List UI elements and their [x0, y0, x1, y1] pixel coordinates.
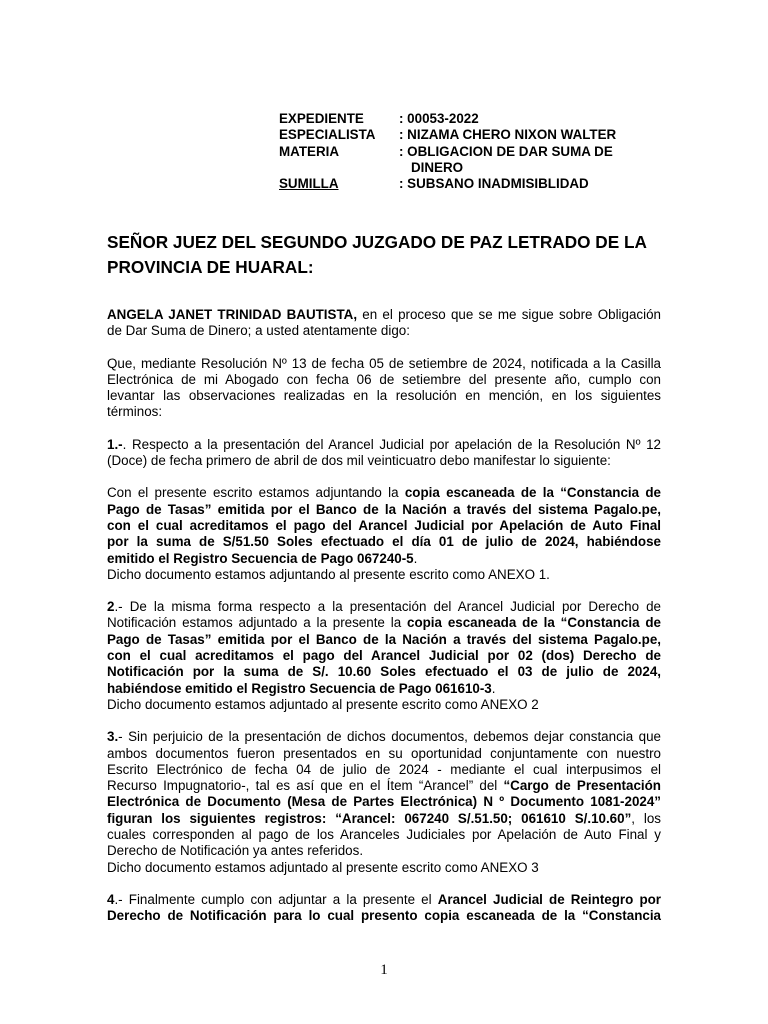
especialista-row — [279, 127, 616, 143]
point-4-number: 4 — [107, 891, 115, 907]
sumilla-row — [279, 176, 616, 192]
case-header — [279, 111, 616, 192]
intro-paragraph: ANGELA JANET TRINIDAD BAUTISTA, en el proceso que se me sigue sobre Obligación de Dar Suma de Dinero; a usted atentamente digo: — [107, 307, 661, 339]
que-paragraph: Que, mediante Resolución Nº 13 de fecha 05 de setiembre de 2024, notificada a la Casilla Electrónica de mi Abogado con fecha 06 de setiembre del presente año, cumplo con levantar las observaciones realizadas en la resolución en mención, en los siguientes términos: — [107, 355, 661, 420]
especialista-label: ESPECIALISTA — [279, 127, 376, 143]
expediente-value: : 00053-2022 — [399, 111, 479, 126]
materia-value-cont: DINERO — [411, 159, 464, 175]
materia-row — [279, 144, 616, 160]
expediente-label: EXPEDIENTE — [279, 111, 364, 126]
page-number: 1 — [380, 962, 388, 978]
point-3-number: 3. — [107, 729, 119, 745]
point-1-number: 1.- — [107, 436, 123, 452]
title-line-2: PROVINCIA DE HUARAL: — [107, 257, 314, 277]
point-1-paragraph: 1.-. Respecto a la presentación del Arancel Judicial por apelación de la Resolución Nº 12 (Doce) de fecha primero de abril de dos mil veinticuatro debo manifestar lo siguiente: — [107, 436, 661, 469]
point-1-detail-paragraph: Con el presente escrito estamos adjuntando la copia escaneada de la “Constancia de Pago de Tasas” emitida por el Banco de la Nación a través del sistema Pagalo.pe, con el cual acreditamos el pago del Arancel Judicial por Apelación de Auto Final por la suma de S/51.50 Soles efectuado el día 01 de julio de 2024, habiéndose emitido el Registro Secuencia de Pago 067240-5. Dicho documento estamos adjuntando al presente escrito como ANEXO 1. — [107, 485, 661, 582]
point-2-paragraph: 2.- De la misma forma respecto a la presentación del Arancel Judicial por Derecho de Notificación estamos adjuntado a la presente la copia escaneada de la “Constancia de Pago de Tasas” emitida por el Banco de la Nación a través del sistema Pagalo.pe, con el cual acreditamos el pago del Arancel Judicial por 02 (dos) Derecho de Notificación por la suma de S/. 10.60 Soles efectuado el 03 de julio de 2024, habiéndose emitido el Registro Secuencia de Pago 061610-3. Dicho documento estamos adjuntado al presente escrito como ANEXO 2 — [107, 599, 661, 712]
point-3-paragraph: 3.- Sin perjuicio de la presentación de dichos documentos, debemos dejar constancia que ambos documentos fueron presentados en su oportunidad conjuntamente con nuestro Escrito Electrónico de fecha 04 de julio de 2024 - mediante el cual interpusimos el Recurso Impugnatorio-, tal es así que en el Ítem “Arancel” del “Cargo de Presentación Electrónica de Documento (Mesa de Partes Electrónica) N º Documento 1081-2024” figuran los siguientes registros: “Arancel: 067240 S/.51.50; 061610 S/.10.60”, los cuales corresponden al pago de los Aranceles Judiciales por Apelación de Auto Final y Derecho de Notificación ya antes referidos. Dicho documento estamos adjuntado al presente escrito como ANEXO 3 — [107, 729, 661, 875]
point-4-paragraph: 4.- Finalmente cumplo con adjuntar a la presente el Arancel Judicial de Reintegro por Derecho de Notificación para lo cual presento copia escaneada de la “Constancia — [107, 891, 662, 924]
document-title — [107, 230, 667, 280]
materia-row-cont — [279, 160, 616, 176]
petitioner-name: ANGELA JANET TRINIDAD BAUTISTA, — [107, 307, 358, 322]
document-body — [107, 307, 661, 941]
title-line-1: SEÑOR JUEZ DEL SEGUNDO JUZGADO DE PAZ LETRADO DE LA — [107, 232, 647, 252]
sumilla-label: SUMILLA — [279, 176, 339, 192]
point-2-number: 2 — [107, 599, 115, 615]
materia-value: : OBLIGACION DE DAR SUMA DE — [399, 143, 613, 159]
materia-label: MATERIA — [279, 143, 340, 159]
especialista-value: : NIZAMA CHERO NIXON WALTER — [399, 127, 617, 143]
sumilla-value: : SUBSANO INADMISIBLIDAD — [399, 176, 589, 192]
expediente-row — [279, 111, 616, 127]
